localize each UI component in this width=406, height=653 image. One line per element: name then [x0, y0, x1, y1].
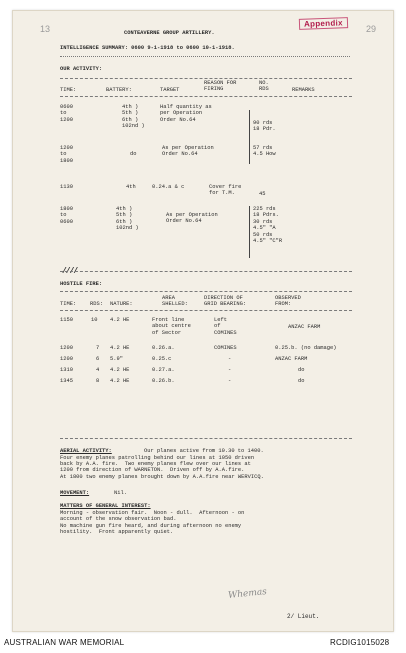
- hostile-rule-header: [60, 310, 352, 311]
- general-interest-heading: MATTERS OF GENERAL INTEREST:: [60, 503, 151, 509]
- hostile-row4-area: 0.27.a.: [152, 367, 175, 373]
- col-hrds-header: RDS:: [90, 301, 103, 307]
- col-nature-header: NATURE:: [110, 301, 133, 307]
- aerial-activity-heading: AERIAL ACTIVITY:: [60, 448, 112, 454]
- hostile-row4-rds: 4: [96, 367, 100, 373]
- hostile-row1-nature: 4.2 HE: [110, 317, 130, 323]
- row1-reason: Half quantity as per Operation Order No.64: [160, 104, 212, 123]
- col-time-header: TIME:: [60, 87, 77, 93]
- hostile-row2-time: 1200: [60, 345, 73, 351]
- hostile-row3-time: 1200: [60, 356, 73, 362]
- col-observed-header: OBSERVED FROM:: [275, 295, 301, 308]
- document-title: CONTEAVERNE GROUP ARTILLERY.: [124, 30, 215, 36]
- page-number-right: 29: [366, 24, 377, 34]
- general-interest-text: Morning - observation fair. Noon - dull. Afternoon - on account of the snow observation bad. No machine gun fire heard, and during afternoon no enemy hostility. Front apparently quiet.: [60, 510, 245, 536]
- hostile-row5-nature: 4.2 HE: [110, 378, 130, 384]
- hostile-row1-area: Front line about centre of Sector: [152, 317, 191, 336]
- signatory-rank: 2/ Lieut.: [287, 613, 320, 620]
- hostile-row5-area: 0.26.b.: [152, 378, 175, 384]
- hostile-row5-observed: do: [298, 378, 305, 384]
- row4-battery: 4th ) 5th ) 6th ) 102nd ): [116, 206, 139, 232]
- movement-heading: MOVEMENT:: [60, 490, 90, 496]
- hostile-row4-time: 1310: [60, 367, 73, 373]
- col-remarks-header: REMARKS: [292, 87, 315, 93]
- row3-reason: Cover fire for T.M.: [209, 184, 242, 197]
- hostile-fire-heading: HOSTILE FIRE:: [60, 281, 103, 287]
- hostile-row3-direction: -: [228, 356, 232, 362]
- row1-battery: 4th ) 5th ) 6th ) 102nd ): [122, 104, 145, 130]
- row2-time: 1200 to 1800: [60, 145, 73, 164]
- page-number-left: 13: [40, 24, 51, 34]
- hostile-row4-direction: -: [228, 367, 232, 373]
- hostile-row3-observed: ANZAC FARM: [275, 356, 308, 362]
- col-area-header: AREA SHELLED:: [162, 295, 188, 308]
- hostile-row3-nature: 5.9": [110, 356, 123, 362]
- hostile-row1-observed: ANZAC FARM: [288, 324, 321, 330]
- col-rds-header: NO. RDS: [259, 80, 269, 93]
- row3-rds: 45: [259, 191, 266, 197]
- movement-text: Nil.: [114, 490, 127, 496]
- hostile-row2-direction: COMINES: [214, 345, 237, 351]
- hostile-row5-time: 1345: [60, 378, 73, 384]
- row4-rds: 225 rds 18 Pdrs. 30 rds 4.5" "A 50 rds 4.5" "C"R: [253, 206, 283, 245]
- hostile-row2-rds: 7: [96, 345, 100, 351]
- our-activity-heading: OUR ACTIVITY:: [60, 66, 103, 72]
- hostile-row3-area: 0.25.c: [152, 356, 172, 362]
- col-direction-header: DIRECTION OF GRID BEARING:: [204, 295, 247, 308]
- row3-target: 0.24.a & c: [152, 184, 185, 190]
- hostile-row2-nature: 4.2 HE: [110, 345, 130, 351]
- hostile-row2-area: 0.26.a.: [152, 345, 175, 351]
- row3-time: 1130: [60, 184, 73, 190]
- hostile-row1-direction: Left of COMINES: [214, 317, 237, 336]
- separator-rule: [60, 56, 350, 57]
- signature: Whemas: [227, 586, 268, 602]
- row4-time: 1800 to 0600: [60, 206, 73, 225]
- footer-record-id: RCDIG1015028: [330, 638, 390, 647]
- rds-brace: [249, 110, 250, 164]
- row1-time: 0600 to 1200: [60, 104, 73, 123]
- rds-brace-night: [249, 206, 250, 258]
- hostile-row4-observed: do: [298, 367, 305, 373]
- aerial-activity-text: Four enemy planes patrolling behind our lines at 1050 driven back by A.A. fire. Two enemy planes flew over our lines at 1200 from direction of WARNETON. Driven off by A.A.fire. At 1800 two enemy planes brought down by A.A.fire near WERVICQ.: [60, 454, 264, 480]
- row3-battery: 4th: [126, 184, 136, 190]
- aerial-activity-first-line: Our planes active from 10.30 to 1400.: [144, 448, 264, 454]
- hostile-row4-nature: 4.2 HE: [110, 367, 130, 373]
- footer-institution: AUSTRALIAN WAR MEMORIAL: [4, 638, 125, 647]
- col-reason-header: REASON FOR FIRING: [204, 80, 237, 93]
- appendix-stamp: Appendix: [299, 17, 348, 30]
- row4-reason: As per Operation Order No.64: [166, 212, 218, 225]
- row2-rds: 57 rds 4.5 How: [253, 145, 276, 158]
- section-rule: [60, 271, 352, 272]
- col-target-header: TARGET: [160, 87, 180, 93]
- intel-summary-line: INTELLIGENCE SUMMARY: 0600 9-1-1918 to 0600 10-1-1918.: [60, 45, 235, 51]
- hostile-row1-time: 1150: [60, 317, 73, 323]
- row2-reason: As per Operation Order No.64: [162, 145, 214, 158]
- table-rule-top: [60, 78, 352, 79]
- hostile-row5-rds: 8: [96, 378, 100, 384]
- row2-battery: do: [130, 151, 137, 157]
- pencil-mark: ////: [62, 267, 78, 276]
- hostile-row2-observed: 0.25.b. (no damage): [275, 345, 337, 351]
- row1-rds: 90 rds 18 Pdr.: [253, 120, 276, 133]
- col-battery-header: BATTERY:: [106, 87, 132, 93]
- hostile-row3-rds: 6: [96, 356, 100, 362]
- table-rule-header: [60, 96, 352, 97]
- hostile-rule-top: [60, 291, 352, 292]
- hostile-row1-rds: 10: [91, 317, 98, 323]
- hostile-row5-direction: -: [228, 378, 232, 384]
- section-rule-aerial: [60, 438, 352, 439]
- col-htime-header: TIME:: [60, 301, 77, 307]
